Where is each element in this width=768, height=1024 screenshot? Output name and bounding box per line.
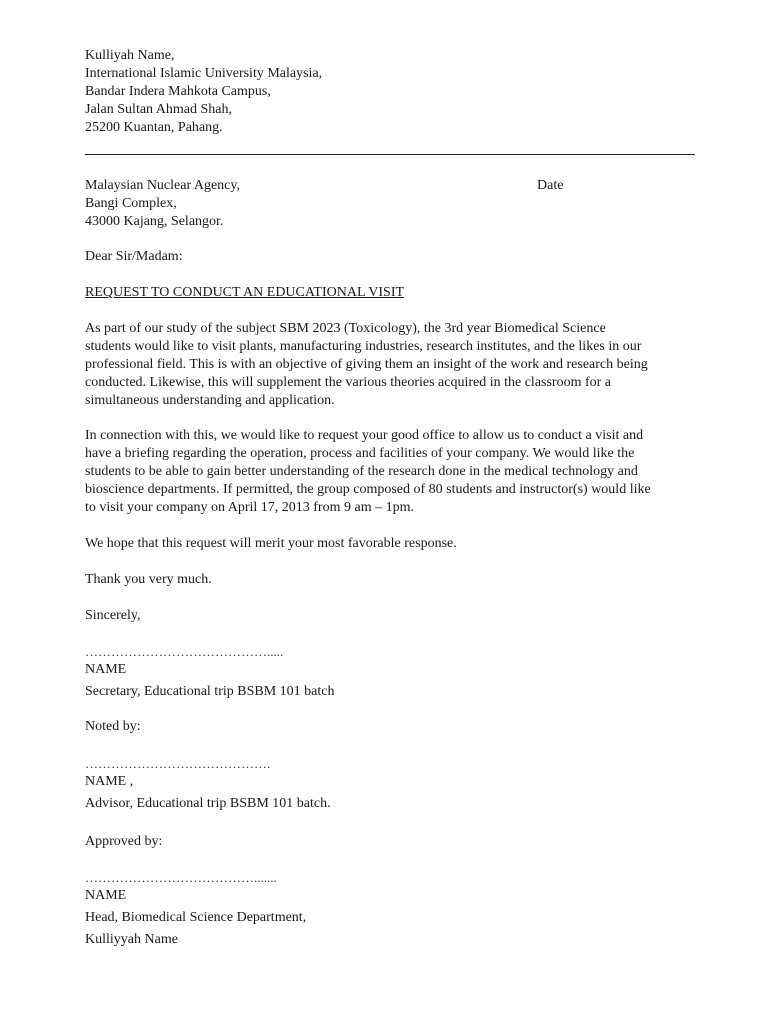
signatory-title: Secretary, Educational trip BSBM 101 batch (85, 684, 335, 699)
signature-line: ……………………………………..... (85, 644, 284, 659)
recipient-line: Malaysian Nuclear Agency, (85, 178, 240, 193)
sender-line: 25200 Kuantan, Pahang. (85, 120, 223, 135)
signatory-name: NAME (85, 662, 127, 677)
paragraph-line: bioscience departments. If permitted, the group composed of 80 students and instructor(s) would like (85, 482, 651, 497)
recipient-line: 43000 Kajang, Selangor. (85, 214, 224, 229)
approved-by-label: Approved by: (85, 834, 163, 849)
advisor-signature-block (85, 755, 331, 813)
head-signature-block (85, 869, 306, 949)
body-paragraph-4 (85, 571, 705, 589)
subject-line: REQUEST TO CONDUCT AN EDUCATIONAL VISIT (85, 285, 405, 300)
paragraph-line: conducted. Likewise, this will supplement the various theories acquired in the classroom for a (85, 375, 612, 390)
paragraph-line: have a briefing regarding the operation, process and facilities of your company. We would like the (85, 446, 635, 461)
salutation: Dear Sir/Madam: (85, 249, 183, 264)
closing: Sincerely, (85, 608, 141, 623)
recipient-address (85, 177, 240, 231)
header-divider (85, 154, 695, 155)
sender-line: Jalan Sultan Ahmad Shah, (85, 102, 232, 117)
sender-line: International Islamic University Malaysia, (85, 66, 323, 81)
kulliyyah-name: Kulliyyah Name (85, 932, 178, 947)
sender-address (85, 47, 322, 137)
sender-line: Bandar Indera Mahkota Campus, (85, 84, 271, 99)
body-paragraph-1 (85, 320, 705, 410)
signature-line: ……………………………………. (85, 756, 271, 771)
date-label: Date (537, 178, 564, 193)
paragraph-line: students would like to visit plants, manufacturing industries, research institutes, and the likes in our (85, 339, 642, 354)
paragraph-line: students to be able to gain better understanding of the research done in the medical technology and (85, 464, 638, 479)
signatory-title: Advisor, Educational trip BSBM 101 batch. (85, 796, 331, 811)
paragraph-line: We hope that this request will merit your most favorable response. (85, 536, 457, 551)
signatory-name: NAME , (85, 774, 134, 789)
signatory-title: Head, Biomedical Science Department, (85, 910, 307, 925)
body-paragraph-3 (85, 535, 705, 553)
paragraph-line: Thank you very much. (85, 572, 212, 587)
signature-line: …………………………………....... (85, 870, 277, 885)
paragraph-line: As part of our study of the subject SBM 2023 (Toxicology), the 3rd year Biomedical Science (85, 321, 606, 336)
paragraph-line: In connection with this, we would like to request your good office to allow us to conduct a visit and (85, 428, 644, 443)
secretary-signature-block (85, 643, 334, 701)
body-paragraph-2 (85, 427, 705, 517)
recipient-line: Bangi Complex, (85, 196, 177, 211)
noted-by-label: Noted by: (85, 719, 141, 734)
paragraph-line: simultaneous understanding and application. (85, 393, 335, 408)
paragraph-line: professional field. This is with an objective of giving them an insight of the work and research being (85, 357, 648, 372)
signatory-name: NAME (85, 888, 127, 903)
paragraph-line: to visit your company on April 17, 2013 from 9 am – 1pm. (85, 500, 414, 515)
sender-line: Kulliyah Name, (85, 48, 175, 63)
